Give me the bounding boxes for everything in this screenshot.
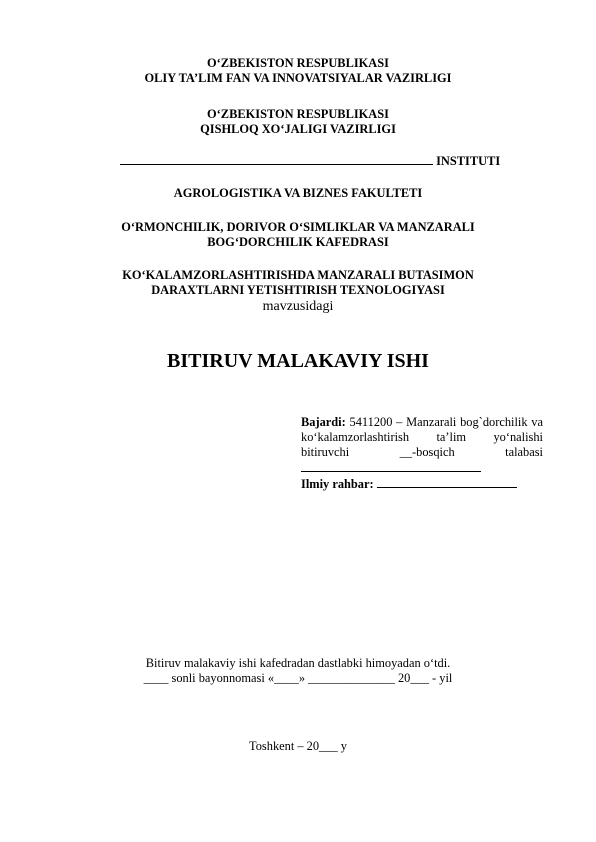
document-title: BITIRUV MALAKAVIY ISHI — [167, 350, 429, 372]
student-info-block — [301, 415, 543, 492]
department-heading-1: O‘RMONCHILIK, DORIVOR O‘SIMLIKLAR VA MANZARALI — [121, 220, 475, 234]
supervisor-row — [301, 476, 543, 492]
student-name-blank — [301, 460, 481, 472]
topic-line-1: KO‘KALAMZORLASHTIRISHDA MANZARALI BUTASIMON — [122, 268, 474, 282]
supervisor-label: Ilmiy rahbar: — [301, 477, 374, 491]
supervisor-name-blank — [377, 476, 517, 488]
republic-heading-1: O‘ZBEKISTON RESPUBLIKASI — [207, 56, 389, 70]
faculty-heading: AGROLOGISTIKA VA BIZNES FAKULTETI — [173, 186, 423, 200]
done-by-label: Bajardi: — [301, 415, 346, 429]
institute-suffix: INSTITUTI — [436, 154, 501, 168]
ministry-heading-2: QISHLOQ XO‘JALIGI VAZIRLIGI — [200, 122, 396, 136]
institute-name-blank — [120, 152, 433, 165]
institute-line — [120, 152, 520, 169]
department-heading-2: BOG‘DORCHILIK KAFEDRASI — [207, 235, 389, 249]
place-year: Toshkent – 20___ y — [249, 739, 347, 753]
republic-heading-2: O‘ZBEKISTON RESPUBLIKASI — [207, 107, 389, 121]
defense-line-1: Bitiruv malakaviy ishi kafedradan dastlabki himoyadan o‘tdi. — [145, 656, 451, 670]
topic-line-2: DARAXTLARNI YETISHTIRISH TEXNOLOGIYASI — [151, 283, 445, 297]
defense-line-2: ____ sonli bayonnomasi «____» ______________ 20___ - yil — [143, 671, 453, 685]
done-by-text: 5411200 – Manzarali bog`dorchilik va ko‘kalamzorlashtirish ta’lim yo‘nalishi bitiruvchi __-bosqich talabasi — [301, 415, 543, 459]
topic-suffix: mavzusidagi — [262, 299, 334, 314]
done-by-paragraph — [301, 415, 543, 476]
ministry-heading-1: OLIY TA’LIM FAN VA INNOVATSIYALAR VAZIRLIGI — [144, 71, 452, 85]
